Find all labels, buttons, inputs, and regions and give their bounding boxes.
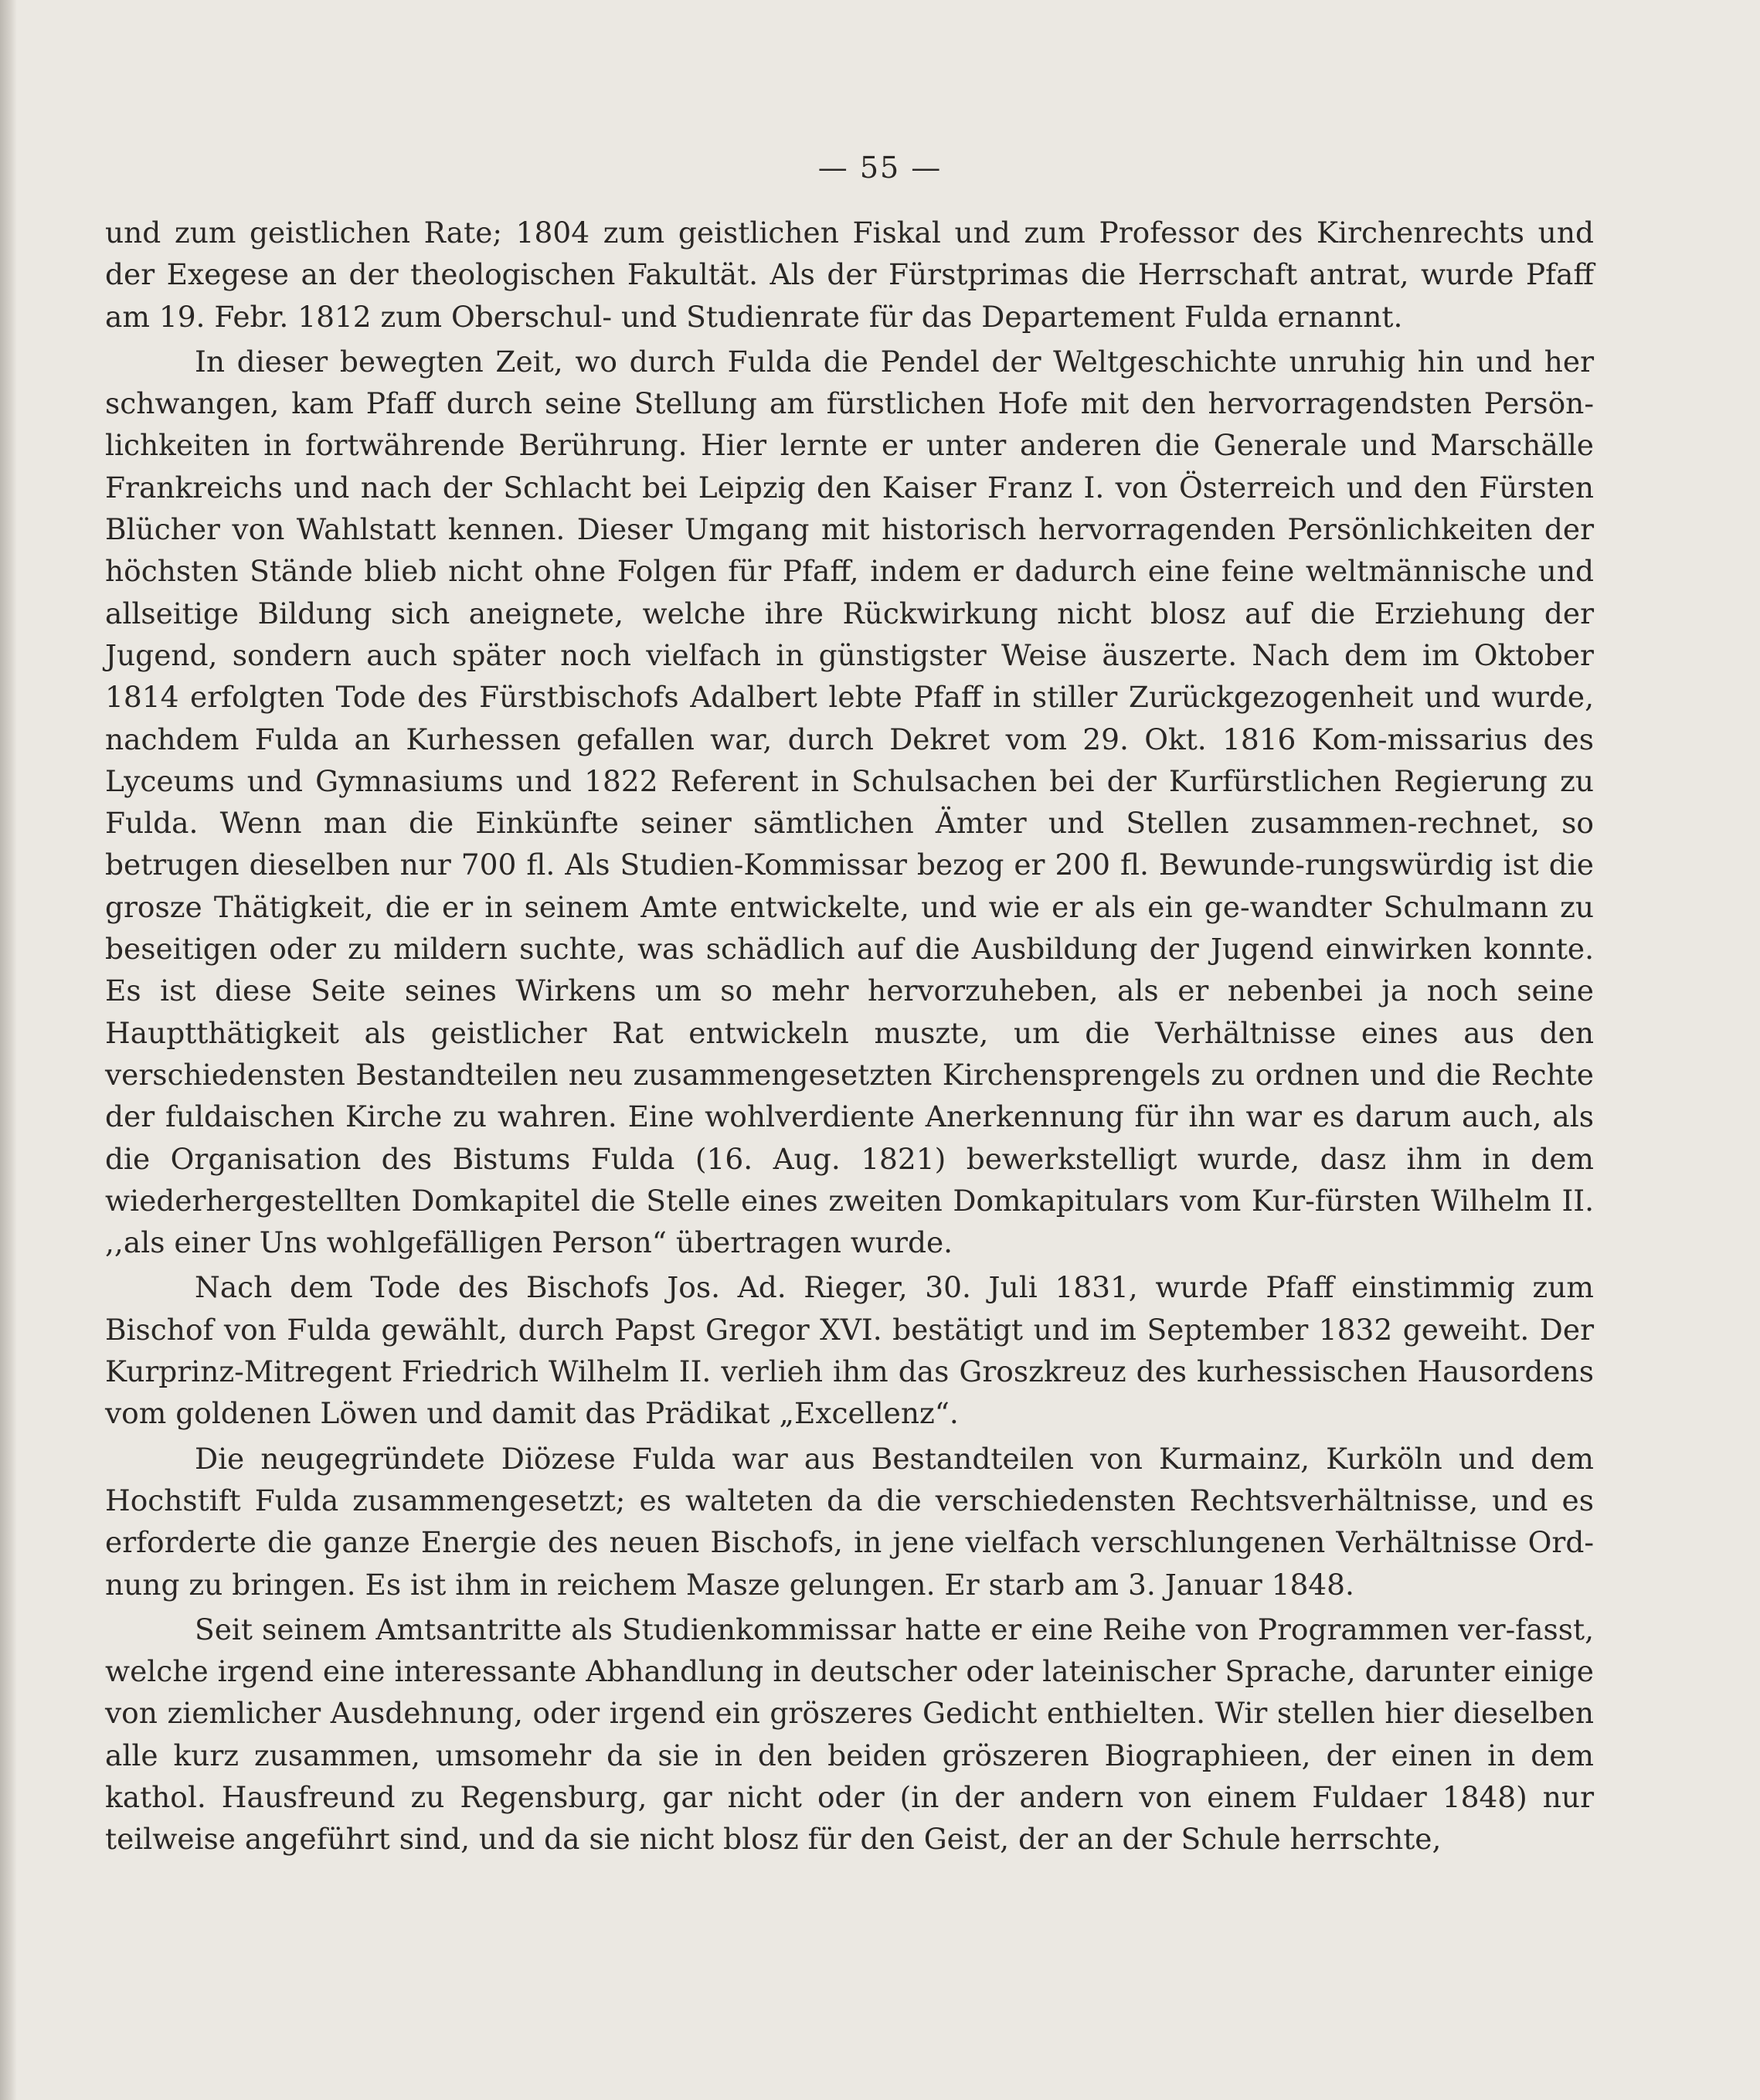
page-number: — 55 — (817, 151, 943, 185)
paragraph-4: Die neugegründete Diözese Fulda war aus Bestandteilen von Kurmainz, Kurköln und dem Hochstift Fulda zusammengesetzt; es walteten da die verschiedensten Rechtsverhältnisse, und es erforderte die ganze Energie des neuen Bischofs, in jene vielfach verschlungenen Verhältnisse Ord-nung zu bringen. Es ist ihm in reichem Masze gelungen. Er starb am 3. Januar 1848. (105, 1441, 1594, 1602)
body-text (105, 212, 1594, 1864)
paragraph-5: Seit seinem Amtsantritte als Studienkommissar hatte er eine Reihe von Programmen ver-fasst, welche irgend eine interessante Abhandlung in deutscher oder lateinischer Sprache, darunter einige von ziemlicher Ausdehnung, oder irgend ein gröszeres Gedicht enthielten. Wir stellen hier dieselben alle kurz zusammen, umsomehr da sie in den beiden gröszeren Biographieen, der einen in dem kathol. Hausfreund zu Regensburg, gar nicht oder (in der andern von einem Fuldaer 1848) nur teilweise angeführt sind, und da sie nicht blosz für den Geist, der an der Schule herrschte, (105, 1612, 1594, 1857)
paragraph-2: In dieser bewegten Zeit, wo durch Fulda die Pendel der Weltgeschichte unruhig hin und her schwangen, kam Pfaff durch seine Stellung am fürstlichen Hofe mit den hervorragendsten Persön-lichkeiten in fortwährende Berührung. Hier lernte er unter anderen die Generale und Marschälle Frankreichs und nach der Schlacht bei Leipzig den Kaiser Franz I. von Österreich und den Fürsten Blücher von Wahlstatt kennen. Dieser Umgang mit historisch hervorragenden Persönlichkeiten der höchsten Stände blieb nicht ohne Folgen für Pfaff, indem er dadurch eine feine weltmännische und allseitige Bildung sich aneignete, welche ihre Rückwirkung nicht blosz auf die Erziehung der Jugend, sondern auch später noch vielfach in günstigster Weise äuszerte. Nach dem im Oktober 1814 erfolgten Tode des Fürstbischofs Adalbert lebte Pfaff in stiller Zurückgezogenheit und wurde, nachdem Fulda an Kurhessen gefallen war, durch Dekret vom 29. Okt. 1816 Kom-missarius des Lyceums und Gymnasiums und 1822 Referent in Schulsachen bei der Kurfürstlichen Regierung zu Fulda. Wenn man die Einkünfte seiner sämtlichen Ämter und Stellen zusammen-rechnet, so betrugen dieselben nur 700 fl. Als Studien-Kommissar bezog er 200 fl. Bewunde-rungswürdig ist die grosze Thätigkeit, die er in seinem Amte entwickelte, und wie er als ein ge-wandter Schulmann zu beseitigen oder zu mildern suchte, was schädlich auf die Ausbildung der Jugend einwirken konnte. Es ist diese Seite seines Wirkens um so mehr hervorzuheben, als er nebenbei ja noch seine Hauptthätigkeit als geistlicher Rat entwickeln muszte, um die Verhältnisse eines aus den verschiedensten Bestandteilen neu zusammengesetzten Kirchensprengels zu ordnen und die Rechte der fuldaischen Kirche zu wahren. Eine wohlverdiente Anerkennung für ihn war es darum auch, als die Organisation des Bistums Fulda (16. Aug. 1821) bewerkstelligt wurde, dasz ihm in dem wiederhergestellten Domkapitel die Stelle eines zweiten Domkapitulars vom Kur-fürsten Wilhelm II. ,,als einer Uns wohlgefälligen Person“ übertragen wurde. (105, 344, 1594, 1260)
page-spine-shadow (0, 0, 17, 2100)
paragraph-1: und zum geistlichen Rate; 1804 zum geistlichen Fiskal und zum Professor des Kirchenrechts und der Exegese an der theologischen Fakultät. Als der Fürstprimas die Herrschaft antrat, wurde Pfaff am 19. Febr. 1812 zum Oberschul- und Studienrate für das Departement Fulda ernannt. (105, 216, 1594, 334)
paragraph-3: Nach dem Tode des Bischofs Jos. Ad. Rieger, 30. Juli 1831, wurde Pfaff einstimmig zum Bischof von Fulda gewählt, durch Papst Gregor XVI. bestätigt und im September 1832 geweiht. Der Kurprinz-Mitregent Friedrich Wilhelm II. verlieh ihm das Groszkreuz des kurhessischen Hausordens vom goldenen Löwen und damit das Prädikat „Excellenz“. (105, 1270, 1594, 1431)
